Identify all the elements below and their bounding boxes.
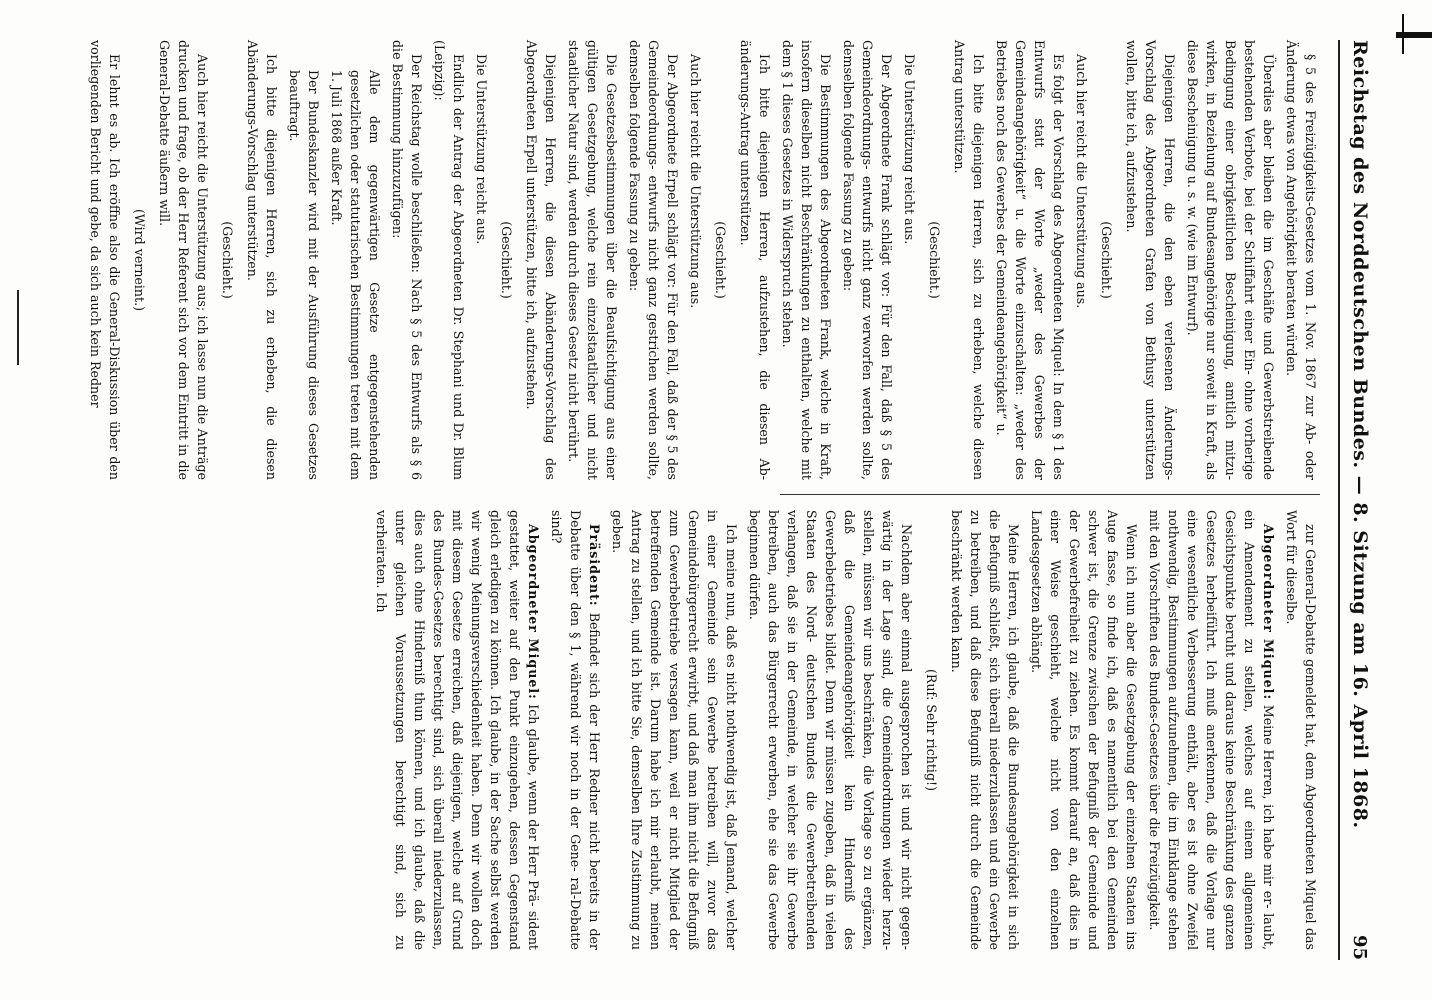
- paragraph: Alle dem gegenwärtigen Gesetze entgegenstehenden gesetzlichen oder statutarischen Bestimmungen treten mit dem 1. Juli 1868 außer Kraft.: [329, 70, 382, 480]
- paragraph: zur General-Debatte gemeldet hat, dem Abgeordneten Miquel das Wort für dieselbe.: [1284, 510, 1318, 950]
- speaker-name: Abgeordneter Miquel:: [526, 524, 541, 700]
- paragraph: Diejenigen Herren, die diesen Abänderungs-Vorschlag des Abgeordneten Erpell unterstützen, bitte ich, aufzustehen.: [524, 40, 558, 480]
- page-number: 95: [1349, 934, 1371, 960]
- paragraph: Der Abgeordnete Frank schlägt vor: Für den Fall, daß § 5 des Gemeindeordnungs- entwurfs nicht ganz verworfen werden sollte, demselben folgende Fassung zu geben:: [841, 40, 894, 480]
- paragraph: Er lehnt es ab. Ich eröffne also die General-Diskussion über den vorliegenden Bericht und gebe, da sich auch kein Redner: [88, 40, 122, 480]
- paragraph: Der Abgeordnete Erpell schlägt vor: Für den Fall, daß der § 5 des Gemeindeordnungs- entwurfs nicht ganz gestrichen werden sollte, demselben folgende Fassung zu geben:: [627, 40, 680, 480]
- paragraph: Die Unterstützung reicht aus.: [474, 54, 489, 245]
- paragraph: Die Gesetzesbestimmungen über die Beaufsichtigung aus einer gültigen Gesetzgebung, welche rein einzelstaatlicher und nicht staatlicher Natur sind, werden durch dieses Gesetz nicht berührt.: [566, 40, 619, 480]
- paragraph: Der Reichstag wolle beschließen: Nach § 5 des Entwurfs als § 6 die Bestimmung hinzuzufügen:: [390, 40, 424, 480]
- stage-direction: (Geschieht.): [927, 221, 942, 299]
- paragraph: Ich bitte diejenigen Herren, sich zu erheben, die diesen Abänderungs-Vorschlag unterstützen.: [245, 40, 279, 480]
- paragraph: Die Unterstützung reicht aus.: [902, 54, 917, 245]
- speaker-name: Präsident:: [587, 524, 602, 607]
- paragraph: Ich bitte diejenigen Herren, aufzustehen, die diesen Ab- änderungs-Antrag unterstützen.: [738, 40, 772, 480]
- paragraph: Ich meine nun, daß es nicht nothwendig ist, daß Jemand, welcher in einer Gemeinde sein Gewerbe betreiben will, zuvor das Gemeindebürgerrecht erwirbt, und daß man ihm nicht die Befugniß zum Gewerbebetriebe versagen kann, weil er nicht Mitglied der betreffenden Gemeinde ist. Darum habe ich mir erlaubt, meinen Antrag zu stellen, und ich bitte Sie, demselben Ihre Zustimmung zu geben.: [610, 510, 739, 950]
- right-column: [368, 510, 1320, 950]
- paragraph: Endlich der Antrag der Abgeordneten Dr. Stephani und Dr. Blum (Leipzig):: [432, 40, 466, 480]
- paragraph-text: Meine Herren, ich habe mir er- laubt, ein Amendement zu stellen, welches auf einem allgemeinen Gesichtspunkte beruht und daraus keine Beschränkung des ganzen Gesetzes herbeiführt. Ich muß anerkennen, daß die Vorlage nur eine wesentliche Verbesserung enthält, aber es ist ohne Zweifel nothwendig, Bestimmungen aufzunehmen, die im Einklange stehen mit den Vorschriften des Bundes-Gesetzes über die Freizügigkeit.: [1147, 510, 1276, 950]
- paragraph: Auch hier reicht die Unterstützung aus; ich lasse nun die Anträge drucken und frage, ob der Herr Referent sich vor dem Eintritt in die General-Debatte äußern will.: [157, 40, 210, 480]
- paragraph: Nachdem aber einmal ausgesprochen ist und wir nicht gegen- wärtig in der Lage sind, die Gemeindeordnungen wieder herzu- stellen, müssen wir uns beschränken, die Vorlage so zu ergänzen, daß die Gemeindeangehörigkeit kein Hinderniß des Gewerbebetriebes bildet. Denn wir müssen zugeben, daß in vielen Staaten des Nord- deutschen Bundes die Gewerbetreibenden verlangen, daß sie in der Gemeinde, in welcher sie ihr Gewerbe betreiben, auch das Bürgerrecht erwerben, ehe sie das Gewerbe beginnen dürfen.: [747, 510, 914, 950]
- left-column: [82, 40, 1320, 480]
- stage-direction: (Geschieht.): [713, 221, 728, 299]
- paragraph: Auch hier reicht die Unterstützung aus.: [1074, 54, 1089, 309]
- paragraph: Es folgt der Vorschlag des Abgeordneten Miquel: In dem § 1 des Entwurfs statt der Worte „weder des Gewerbes der Gemeindeangehörigkeit“ u. die Worte einzuschalten: „weder des Betriebes noch des Gewerbes der Gemeindeangehörigkeit“ u.: [994, 40, 1066, 480]
- paragraph: Ich bitte diejenigen Herren, sich zu erheben, welche diesen Antrag unterstützen.: [952, 40, 986, 480]
- paragraph-text: Ich glaube, wenn der Herr Prä- sident gestattet, weiter auf den Punkt einzugehen, dessen Gegenstand gleich erledigen zu können. Ich glaube, in der Sache selbst werden wir wenig Meinungsverschiedenheit haben. Denn wir wollen doch mit diesem Gesetze erreichen, daß diejenigen, welche auf Grund des Bundes-Gesetzes berechtigt sind, sich überall niederzulassen, dies auch ohne Hinderniß thun können, und ich glaube, daß die unter gleichen Voraussetzungen berechtigt sind, sich zu verheiraten. Ich: [374, 510, 541, 950]
- paragraph: Diejenigen Herren, die den eben verlesenen Änderungs- Vorschlag des Abgeordneten Grafen von Bethusy unterstützen wollen, bitte ich, aufzustehen.: [1124, 40, 1177, 480]
- paragraph: [1145, 510, 1278, 950]
- paragraph: Die Bestimmungen des Abgeordneten Frank, welche in Kraft, insofern dieselben nicht Beschränkungen zu enthalten, welche mit dem § 1 dieses Gesetzes in Widerspruch stehen.: [780, 40, 833, 480]
- paragraph: Wenn ich nun aber die Gesetzgebung der einzelnen Staaten ins Auge fasse, so finde ich, daß es namentlich bei den Gemeinden schwer ist, die Grenze zwischen der Befugniß der Gemeinde und der Gewerbefreiheit zu ziehen. Es kommt darauf an, daß dies in einer Weise geschieht, welche nicht von den einzelnen Landesgesetzen abhängt.: [1029, 510, 1139, 950]
- paragraph: Überdies aber bleiben die im Geschäfte und Gewerbstreibende bestehenden Verbote, bei der Schiffahrt einer Ein- ohne vorherige Bedingung einer obrigkeitlichen Bescheinigung, amtlich mitzu- wirken, in Beziehung auf Bundesangehörige nur soweit in Kraft, als diese Bescheinigung u. s. w. (wie im Entwurf).: [1185, 40, 1276, 480]
- paragraph: § 5 des Freizügigkeits-Gesetzes vom 1. Nov. 1867 zur Ab- oder Änderung etwas von Angehörigkeit beraten würden.: [1284, 40, 1318, 480]
- paragraph: [372, 510, 543, 950]
- column-divider: [780, 494, 1320, 495]
- paragraph: Der Bundeskanzler wird mit der Ausführung dieses Gesetzes beauftragt.: [287, 70, 321, 480]
- paragraph-text: Befindet sich der Herr Redner nicht bereits in der Debatte über den § 1, während wir noch in der Gene- ral-Debatte sind?: [549, 510, 602, 950]
- stage-direction: (Geschieht.): [220, 221, 235, 299]
- paragraph: Meine Herren, ich glaube, daß die Bundesangehörigkeit in sich die Befugniß schließt, sich überall niederzulassen und ein Gewerbe zu betreiben, und daß diese Befugniß nicht durch die Gemeinde beschränkt werden kann.: [949, 510, 1021, 950]
- page-title: Reichstag des Norddeutschen Bundes. — 8. Sitzung am 16. April 1868.: [1349, 40, 1371, 829]
- stage-direction: (Ruf: Sehr richtig!): [924, 669, 939, 791]
- speaker-name: Abgeordneter Miquel:: [1261, 524, 1276, 701]
- page-header: [1338, 40, 1380, 960]
- paragraph: [547, 510, 604, 950]
- stage-direction: (Wird verneint.): [132, 208, 147, 312]
- scan-corner-mark: [1396, 32, 1432, 38]
- stage-direction: (Geschieht.): [499, 221, 514, 299]
- paragraph: Auch hier reicht die Unterstützung aus.: [688, 54, 703, 309]
- stage-direction: (Geschieht.): [1099, 221, 1114, 299]
